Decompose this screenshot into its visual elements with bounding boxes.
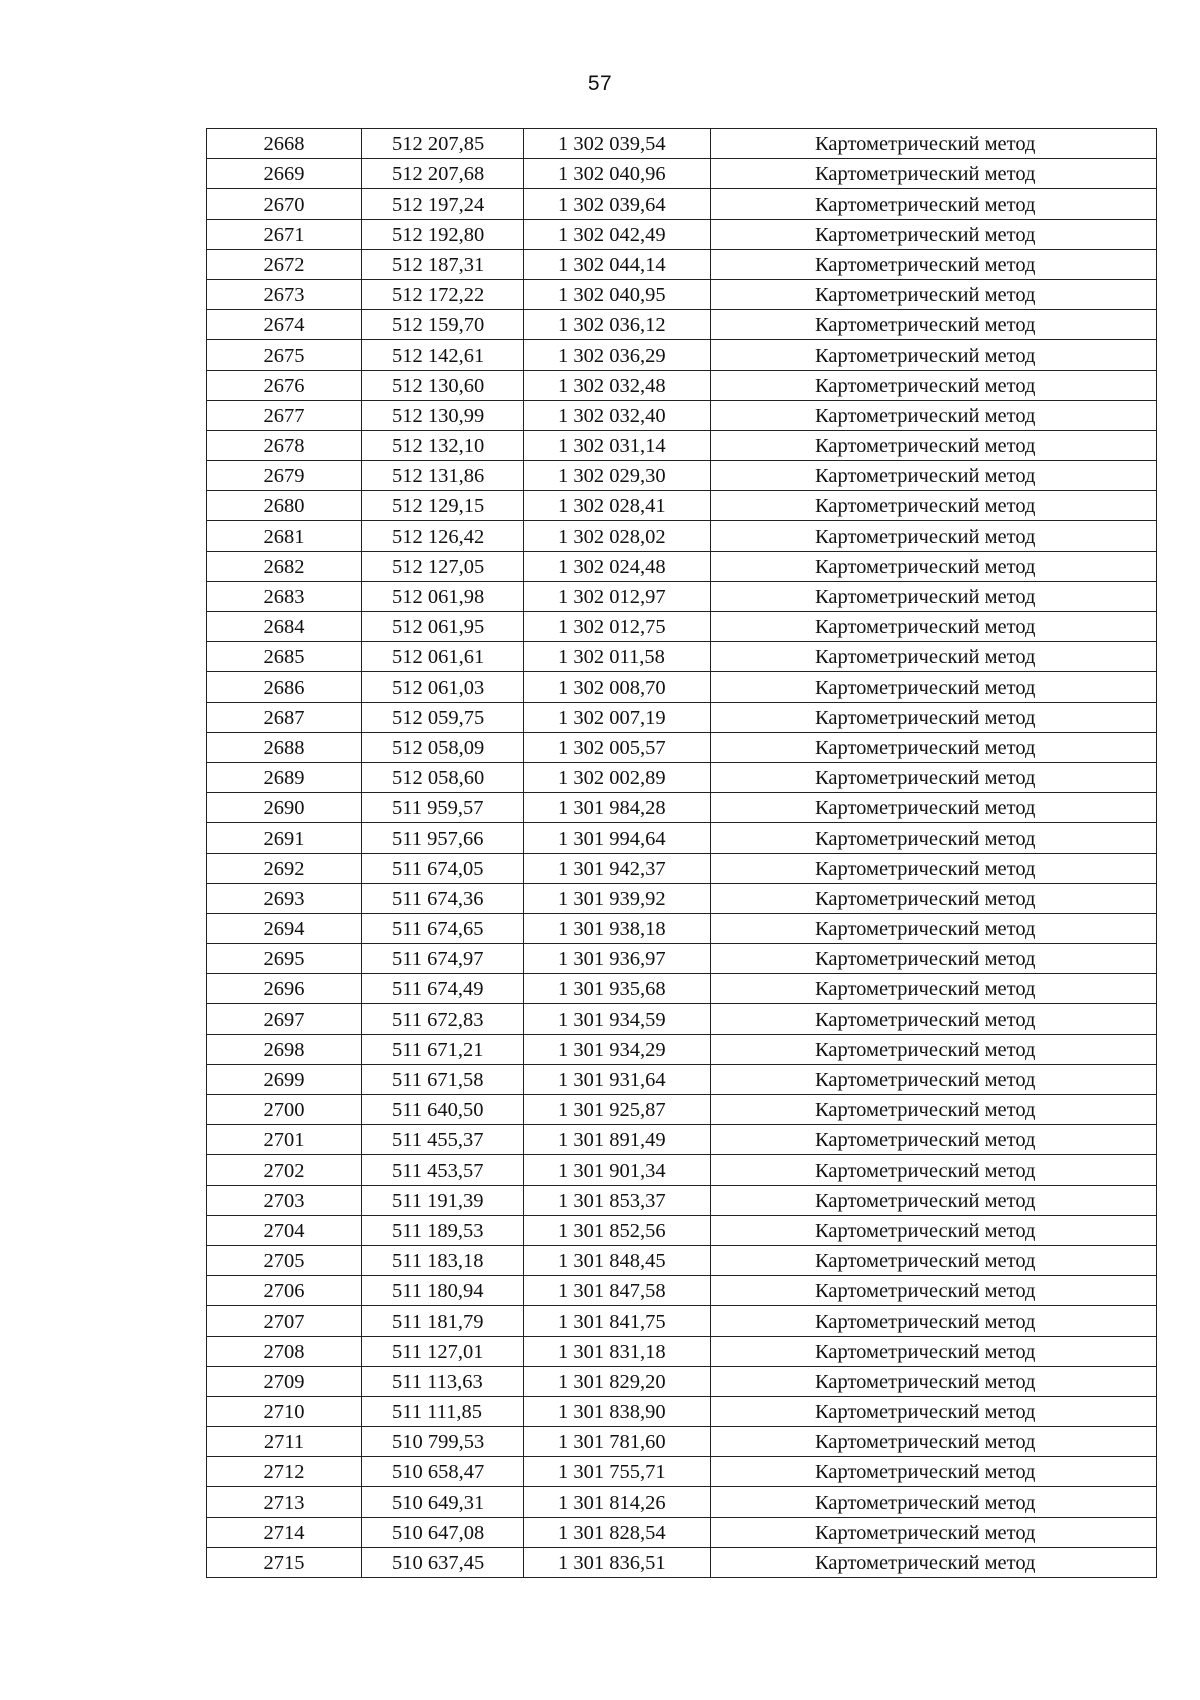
table-row xyxy=(207,762,1157,792)
table-row xyxy=(207,1155,1157,1185)
table-row xyxy=(207,129,1157,159)
x-coordinate-cell: 511 191,39 xyxy=(362,1185,524,1215)
x-coordinate-cell: 511 672,83 xyxy=(362,1004,524,1034)
method-cell: Картометрический метод xyxy=(711,400,1157,430)
table-row xyxy=(207,642,1157,672)
y-coordinate-cell: 1 301 942,37 xyxy=(524,853,711,883)
point-number-cell: 2711 xyxy=(207,1427,362,1457)
page-number: 57 xyxy=(587,72,613,95)
x-coordinate-cell: 512 061,03 xyxy=(362,672,524,702)
x-coordinate-cell: 512 130,60 xyxy=(362,370,524,400)
table-row xyxy=(207,159,1157,189)
table-row xyxy=(207,461,1157,491)
y-coordinate-cell: 1 301 934,29 xyxy=(524,1034,711,1064)
method-cell: Картометрический метод xyxy=(711,551,1157,581)
table-row xyxy=(207,1125,1157,1155)
table-row xyxy=(207,883,1157,913)
y-coordinate-cell: 1 301 938,18 xyxy=(524,913,711,943)
x-coordinate-cell: 512 207,68 xyxy=(362,159,524,189)
point-number-cell: 2669 xyxy=(207,159,362,189)
table-row xyxy=(207,340,1157,370)
y-coordinate-cell: 1 302 012,75 xyxy=(524,612,711,642)
x-coordinate-cell: 512 058,09 xyxy=(362,732,524,762)
method-cell: Картометрический метод xyxy=(711,913,1157,943)
x-coordinate-cell: 512 192,80 xyxy=(362,219,524,249)
point-number-cell: 2680 xyxy=(207,491,362,521)
x-coordinate-cell: 512 172,22 xyxy=(362,279,524,309)
y-coordinate-cell: 1 301 931,64 xyxy=(524,1064,711,1094)
y-coordinate-cell: 1 302 040,95 xyxy=(524,279,711,309)
y-coordinate-cell: 1 302 039,64 xyxy=(524,189,711,219)
table-row xyxy=(207,1487,1157,1517)
table-row xyxy=(207,1004,1157,1034)
table-row xyxy=(207,1457,1157,1487)
y-coordinate-cell: 1 302 029,30 xyxy=(524,461,711,491)
method-cell: Картометрический метод xyxy=(711,1336,1157,1366)
x-coordinate-cell: 512 058,60 xyxy=(362,762,524,792)
y-coordinate-cell: 1 301 848,45 xyxy=(524,1245,711,1275)
table-row xyxy=(207,1185,1157,1215)
y-coordinate-cell: 1 302 011,58 xyxy=(524,642,711,672)
y-coordinate-cell: 1 302 008,70 xyxy=(524,672,711,702)
point-number-cell: 2689 xyxy=(207,762,362,792)
x-coordinate-cell: 511 181,79 xyxy=(362,1306,524,1336)
point-number-cell: 2681 xyxy=(207,521,362,551)
x-coordinate-cell: 512 126,42 xyxy=(362,521,524,551)
method-cell: Картометрический метод xyxy=(711,974,1157,1004)
x-coordinate-cell: 511 180,94 xyxy=(362,1276,524,1306)
table-row xyxy=(207,1095,1157,1125)
point-number-cell: 2700 xyxy=(207,1095,362,1125)
method-cell: Картометрический метод xyxy=(711,883,1157,913)
point-number-cell: 2705 xyxy=(207,1245,362,1275)
table-row xyxy=(207,1306,1157,1336)
table-row xyxy=(207,672,1157,702)
x-coordinate-cell: 511 671,58 xyxy=(362,1064,524,1094)
y-coordinate-cell: 1 302 032,40 xyxy=(524,400,711,430)
point-number-cell: 2693 xyxy=(207,883,362,913)
point-number-cell: 2678 xyxy=(207,430,362,460)
table-row xyxy=(207,1064,1157,1094)
y-coordinate-cell: 1 302 036,12 xyxy=(524,310,711,340)
method-cell: Картометрический метод xyxy=(711,612,1157,642)
table-row xyxy=(207,612,1157,642)
x-coordinate-cell: 512 127,05 xyxy=(362,551,524,581)
method-cell: Картометрический метод xyxy=(711,189,1157,219)
y-coordinate-cell: 1 302 031,14 xyxy=(524,430,711,460)
table-row xyxy=(207,793,1157,823)
point-number-cell: 2675 xyxy=(207,340,362,370)
x-coordinate-cell: 512 061,61 xyxy=(362,642,524,672)
table-row xyxy=(207,944,1157,974)
method-cell: Картометрический метод xyxy=(711,1095,1157,1125)
y-coordinate-cell: 1 301 935,68 xyxy=(524,974,711,1004)
point-number-cell: 2668 xyxy=(207,129,362,159)
method-cell: Картометрический метод xyxy=(711,491,1157,521)
x-coordinate-cell: 510 647,08 xyxy=(362,1517,524,1547)
y-coordinate-cell: 1 301 925,87 xyxy=(524,1095,711,1125)
y-coordinate-cell: 1 301 781,60 xyxy=(524,1427,711,1457)
y-coordinate-cell: 1 301 901,34 xyxy=(524,1155,711,1185)
method-cell: Картометрический метод xyxy=(711,1125,1157,1155)
y-coordinate-cell: 1 302 032,48 xyxy=(524,370,711,400)
point-number-cell: 2715 xyxy=(207,1547,362,1577)
point-number-cell: 2691 xyxy=(207,823,362,853)
method-cell: Картометрический метод xyxy=(711,823,1157,853)
x-coordinate-cell: 511 127,01 xyxy=(362,1336,524,1366)
x-coordinate-cell: 512 207,85 xyxy=(362,129,524,159)
x-coordinate-cell: 512 142,61 xyxy=(362,340,524,370)
method-cell: Картометрический метод xyxy=(711,672,1157,702)
point-number-cell: 2670 xyxy=(207,189,362,219)
method-cell: Картометрический метод xyxy=(711,642,1157,672)
point-number-cell: 2695 xyxy=(207,944,362,974)
point-number-cell: 2686 xyxy=(207,672,362,702)
point-number-cell: 2671 xyxy=(207,219,362,249)
table-row xyxy=(207,732,1157,762)
y-coordinate-cell: 1 301 934,59 xyxy=(524,1004,711,1034)
x-coordinate-cell: 511 113,63 xyxy=(362,1366,524,1396)
table-row xyxy=(207,853,1157,883)
point-number-cell: 2699 xyxy=(207,1064,362,1094)
point-number-cell: 2688 xyxy=(207,732,362,762)
method-cell: Картометрический метод xyxy=(711,1185,1157,1215)
table-row xyxy=(207,370,1157,400)
method-cell: Картометрический метод xyxy=(711,1396,1157,1426)
table-row xyxy=(207,1034,1157,1064)
x-coordinate-cell: 510 658,47 xyxy=(362,1457,524,1487)
coordinates-table-body xyxy=(207,129,1157,1578)
point-number-cell: 2697 xyxy=(207,1004,362,1034)
method-cell: Картометрический метод xyxy=(711,1034,1157,1064)
x-coordinate-cell: 512 130,99 xyxy=(362,400,524,430)
y-coordinate-cell: 1 302 040,96 xyxy=(524,159,711,189)
table-row xyxy=(207,219,1157,249)
point-number-cell: 2698 xyxy=(207,1034,362,1064)
point-number-cell: 2706 xyxy=(207,1276,362,1306)
point-number-cell: 2682 xyxy=(207,551,362,581)
x-coordinate-cell: 510 799,53 xyxy=(362,1427,524,1457)
x-coordinate-cell: 512 061,98 xyxy=(362,581,524,611)
x-coordinate-cell: 511 959,57 xyxy=(362,793,524,823)
method-cell: Картометрический метод xyxy=(711,1245,1157,1275)
y-coordinate-cell: 1 301 853,37 xyxy=(524,1185,711,1215)
method-cell: Картометрический метод xyxy=(711,159,1157,189)
y-coordinate-cell: 1 302 002,89 xyxy=(524,762,711,792)
x-coordinate-cell: 511 640,50 xyxy=(362,1095,524,1125)
point-number-cell: 2687 xyxy=(207,702,362,732)
x-coordinate-cell: 511 674,36 xyxy=(362,883,524,913)
x-coordinate-cell: 511 189,53 xyxy=(362,1215,524,1245)
method-cell: Картометрический метод xyxy=(711,1306,1157,1336)
table-row xyxy=(207,310,1157,340)
table-row xyxy=(207,400,1157,430)
method-cell: Картометрический метод xyxy=(711,279,1157,309)
table-row xyxy=(207,1276,1157,1306)
table-row xyxy=(207,581,1157,611)
point-number-cell: 2677 xyxy=(207,400,362,430)
point-number-cell: 2676 xyxy=(207,370,362,400)
table-row xyxy=(207,1336,1157,1366)
y-coordinate-cell: 1 301 838,90 xyxy=(524,1396,711,1426)
x-coordinate-cell: 511 111,85 xyxy=(362,1396,524,1426)
y-coordinate-cell: 1 301 891,49 xyxy=(524,1125,711,1155)
method-cell: Картометрический метод xyxy=(711,944,1157,974)
method-cell: Картометрический метод xyxy=(711,793,1157,823)
method-cell: Картометрический метод xyxy=(711,461,1157,491)
point-number-cell: 2713 xyxy=(207,1487,362,1517)
x-coordinate-cell: 512 129,15 xyxy=(362,491,524,521)
y-coordinate-cell: 1 302 028,41 xyxy=(524,491,711,521)
point-number-cell: 2707 xyxy=(207,1306,362,1336)
method-cell: Картометрический метод xyxy=(711,1457,1157,1487)
method-cell: Картометрический метод xyxy=(711,1366,1157,1396)
point-number-cell: 2674 xyxy=(207,310,362,340)
point-number-cell: 2694 xyxy=(207,913,362,943)
table-row xyxy=(207,913,1157,943)
y-coordinate-cell: 1 302 036,29 xyxy=(524,340,711,370)
x-coordinate-cell: 510 649,31 xyxy=(362,1487,524,1517)
table-row xyxy=(207,974,1157,1004)
y-coordinate-cell: 1 301 847,58 xyxy=(524,1276,711,1306)
point-number-cell: 2672 xyxy=(207,249,362,279)
y-coordinate-cell: 1 301 939,92 xyxy=(524,883,711,913)
x-coordinate-cell: 511 674,65 xyxy=(362,913,524,943)
y-coordinate-cell: 1 301 814,26 xyxy=(524,1487,711,1517)
point-number-cell: 2696 xyxy=(207,974,362,1004)
table-row xyxy=(207,1517,1157,1547)
table-row xyxy=(207,189,1157,219)
coordinates-table xyxy=(206,128,1157,1578)
point-number-cell: 2710 xyxy=(207,1396,362,1426)
point-number-cell: 2673 xyxy=(207,279,362,309)
point-number-cell: 2701 xyxy=(207,1125,362,1155)
point-number-cell: 2690 xyxy=(207,793,362,823)
point-number-cell: 2685 xyxy=(207,642,362,672)
table-row xyxy=(207,1245,1157,1275)
method-cell: Картометрический метод xyxy=(711,370,1157,400)
point-number-cell: 2714 xyxy=(207,1517,362,1547)
method-cell: Картометрический метод xyxy=(711,581,1157,611)
y-coordinate-cell: 1 301 994,64 xyxy=(524,823,711,853)
point-number-cell: 2679 xyxy=(207,461,362,491)
x-coordinate-cell: 511 183,18 xyxy=(362,1245,524,1275)
x-coordinate-cell: 511 453,57 xyxy=(362,1155,524,1185)
table-row xyxy=(207,1547,1157,1577)
method-cell: Картометрический метод xyxy=(711,1547,1157,1577)
x-coordinate-cell: 512 061,95 xyxy=(362,612,524,642)
x-coordinate-cell: 511 674,49 xyxy=(362,974,524,1004)
x-coordinate-cell: 511 957,66 xyxy=(362,823,524,853)
y-coordinate-cell: 1 302 007,19 xyxy=(524,702,711,732)
point-number-cell: 2703 xyxy=(207,1185,362,1215)
table-row xyxy=(207,702,1157,732)
y-coordinate-cell: 1 301 852,56 xyxy=(524,1215,711,1245)
table-row xyxy=(207,430,1157,460)
y-coordinate-cell: 1 302 012,97 xyxy=(524,581,711,611)
x-coordinate-cell: 512 131,86 xyxy=(362,461,524,491)
method-cell: Картометрический метод xyxy=(711,762,1157,792)
y-coordinate-cell: 1 301 828,54 xyxy=(524,1517,711,1547)
method-cell: Картометрический метод xyxy=(711,521,1157,551)
method-cell: Картометрический метод xyxy=(711,430,1157,460)
table-row xyxy=(207,1396,1157,1426)
method-cell: Картометрический метод xyxy=(711,219,1157,249)
method-cell: Картометрический метод xyxy=(711,853,1157,883)
method-cell: Картометрический метод xyxy=(711,732,1157,762)
table-row xyxy=(207,521,1157,551)
y-coordinate-cell: 1 302 024,48 xyxy=(524,551,711,581)
y-coordinate-cell: 1 301 831,18 xyxy=(524,1336,711,1366)
y-coordinate-cell: 1 302 044,14 xyxy=(524,249,711,279)
point-number-cell: 2702 xyxy=(207,1155,362,1185)
point-number-cell: 2709 xyxy=(207,1366,362,1396)
y-coordinate-cell: 1 301 829,20 xyxy=(524,1366,711,1396)
table-row xyxy=(207,491,1157,521)
method-cell: Картометрический метод xyxy=(711,1155,1157,1185)
method-cell: Картометрический метод xyxy=(711,340,1157,370)
x-coordinate-cell: 512 197,24 xyxy=(362,189,524,219)
y-coordinate-cell: 1 301 836,51 xyxy=(524,1547,711,1577)
x-coordinate-cell: 511 674,97 xyxy=(362,944,524,974)
x-coordinate-cell: 512 059,75 xyxy=(362,702,524,732)
point-number-cell: 2692 xyxy=(207,853,362,883)
table-row xyxy=(207,1366,1157,1396)
table-row xyxy=(207,1215,1157,1245)
table-row xyxy=(207,249,1157,279)
method-cell: Картометрический метод xyxy=(711,1427,1157,1457)
method-cell: Картометрический метод xyxy=(711,1064,1157,1094)
point-number-cell: 2708 xyxy=(207,1336,362,1366)
x-coordinate-cell: 512 187,31 xyxy=(362,249,524,279)
method-cell: Картометрический метод xyxy=(711,310,1157,340)
method-cell: Картометрический метод xyxy=(711,129,1157,159)
method-cell: Картометрический метод xyxy=(711,1004,1157,1034)
x-coordinate-cell: 511 455,37 xyxy=(362,1125,524,1155)
y-coordinate-cell: 1 302 028,02 xyxy=(524,521,711,551)
table-row xyxy=(207,551,1157,581)
method-cell: Картометрический метод xyxy=(711,702,1157,732)
y-coordinate-cell: 1 302 005,57 xyxy=(524,732,711,762)
x-coordinate-cell: 512 132,10 xyxy=(362,430,524,460)
method-cell: Картометрический метод xyxy=(711,1276,1157,1306)
method-cell: Картометрический метод xyxy=(711,1487,1157,1517)
table-row xyxy=(207,823,1157,853)
point-number-cell: 2704 xyxy=(207,1215,362,1245)
point-number-cell: 2684 xyxy=(207,612,362,642)
point-number-cell: 2712 xyxy=(207,1457,362,1487)
x-coordinate-cell: 510 637,45 xyxy=(362,1547,524,1577)
table-row xyxy=(207,1427,1157,1457)
method-cell: Картометрический метод xyxy=(711,249,1157,279)
y-coordinate-cell: 1 301 936,97 xyxy=(524,944,711,974)
y-coordinate-cell: 1 301 755,71 xyxy=(524,1457,711,1487)
y-coordinate-cell: 1 301 984,28 xyxy=(524,793,711,823)
point-number-cell: 2683 xyxy=(207,581,362,611)
table-row xyxy=(207,279,1157,309)
y-coordinate-cell: 1 302 039,54 xyxy=(524,129,711,159)
method-cell: Картометрический метод xyxy=(711,1215,1157,1245)
y-coordinate-cell: 1 302 042,49 xyxy=(524,219,711,249)
method-cell: Картометрический метод xyxy=(711,1517,1157,1547)
x-coordinate-cell: 511 674,05 xyxy=(362,853,524,883)
x-coordinate-cell: 511 671,21 xyxy=(362,1034,524,1064)
x-coordinate-cell: 512 159,70 xyxy=(362,310,524,340)
y-coordinate-cell: 1 301 841,75 xyxy=(524,1306,711,1336)
